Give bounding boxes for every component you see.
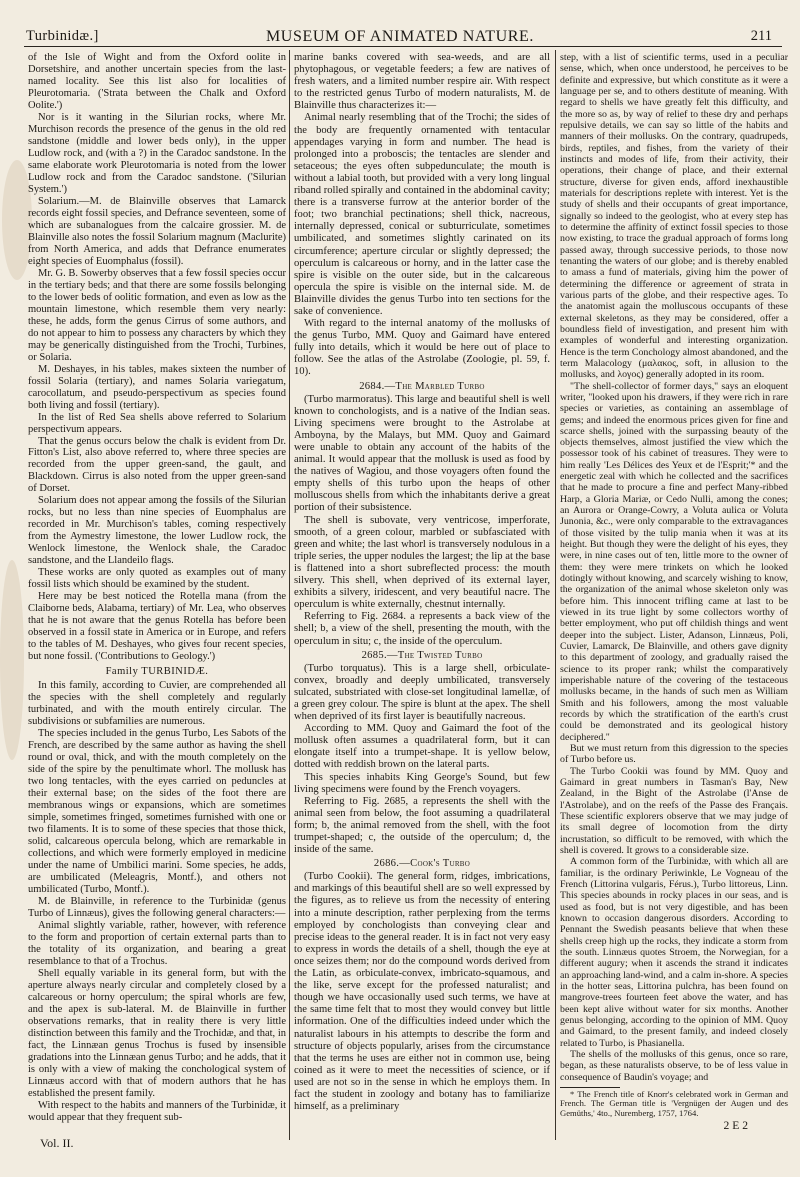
paragraph: But we must return from this digression to the species of Turbo before us. [560, 743, 788, 766]
paragraph: (Turbo Cookii). The general form, ridges, imbrications, and markings of this beautiful shell are so well expressed by the figures, as to relieve us from the necessity of entering into a minute description, rather perplexing from the terms employed by conchologists than conveying clear and precise ideas to the general reader. It is in fact not very easy to express in words the details of a shell, though the eye at once seizes them; nor do the compound words derived from the Latin, as orbiculate-convex, imbricato-squamous, and the like, serve except for the professed naturalist; and though we have occasionally used such terms, we have at the same time felt that to most they would convey but little information. One of the difficulties indeed under which the naturalist labours in his attempts to describe the form and structure of objects popularly, arises from the circumstance that the terms he uses are either not in common use, being coined as it were to meet the necessities of science, or if used are not so in the sense in which he employs them. In fact the student in zoology and botany has to familiarize himself, as a preliminary [294, 871, 550, 1113]
paragraph: M. Deshayes, in his tables, makes sixteen the number of fossil Solaria (tertiary), and names Solaria variegatum, carocollatum, and pseudo-perspectivum as species found both living and fossil (tertiary). [28, 363, 286, 411]
page-number: 211 [750, 28, 772, 44]
paragraph: The Turbo Cookii was found by MM. Quoy and Gaimard in great numbers in Tasman's Bay, New Zealand, in the Bight of the Astrolabe (l'Anse de l'Astrolabe), and on the reefs of the Passe des Français. These scientific explorers observe that we may judge of its small degree of locomotion from the dirty incrustation, so difficult to be removed, with which the shell is covered. It grows to a considerable size. [560, 765, 788, 856]
paragraph: A common form of the Turbinidæ, with which all are familiar, is the ordinary Periwinkle, Le Vogneau of the French (Littorina vulgaris, Férus.), Turbo littoreus, Linn. This species abounds in rocky places in our seas, and is used as food, but is not very digestible, and has been known to occasion dangerous disorders. According to Pennant the Swedish peasants believe that when these shells creep high up the rocks, they indicate a storm from the south. Linnæus quotes Stroem, the Norwegian, for a different augury; when it ascends the strand it indicates an approaching land-wind, and a calm in-shore. A species in the hotter seas, Littorina pulchra, has been found on mangrove-trees fourteen feet above the water, and has been kept alive without water for six months. Another genus belonging, according to the opinion of MM. Quoy and Gaimard, to the present family, and indeed closely related to Turbo, is Phasianella. [560, 856, 788, 1049]
paragraph: The shells of the mollusks of this genus, once so rare, began, as these naturalists observe, to be of less value in consequence of Baudin's voyage; and [560, 1048, 788, 1083]
column-divider [555, 50, 556, 1140]
column-left [28, 52, 286, 1132]
paper-stain [0, 560, 24, 760]
paragraph: These works are only quoted as examples out of many fossil lists which should be examined by the student. [28, 567, 286, 591]
paragraph: marine banks covered with sea-weeds, and are all phytophagous, or vegetable feeders; a few are natives of fresh waters, and a limited number respire air. With respect to the restricted genus Turbo of modern naturalists, M. de Blainville thus characterizes it:— [294, 52, 550, 112]
paragraph: With respect to the habits and manners of the Turbinidæ, it would appear that they frequent sub- [28, 1099, 286, 1123]
header-rule [24, 46, 782, 47]
footnote: * The French title of Knorr's celebrated work in German and French. The German title is 'Vergnügen der Augen und des Gemüths,' 4to., Nuremberg, 1757, 1764. [560, 1088, 788, 1119]
column-middle [294, 52, 550, 1132]
paragraph: Animal slightly variable, rather, however, with reference to the form and proportion of certain external parts than to the totality of its organization, and bearing a great resemblance to that of a Trochus. [28, 919, 286, 967]
paragraph: Animal nearly resembling that of the Trochi; the sides of the body are frequently ornamented with tentacular appendages varying in form and number. The head is prolonged into a proboscis; the tentacles are slender and setaceous; the eyes often subpedunculate; the mouth is without a labial tooth, but provided with a very long lingual riband rolled spirally and contained in the abdominal cavity; there is a transverse furrow at the anterior border of the foot; two branchial pectinations; shell thick, nacreous, internally depressed, conical or subturriculate, sometimes umbilicated, and sometimes slightly carinated on its circumference; aperture circular or slightly depressed; the operculum is calcareous or horny, and in the latter case the spire is visible on the outer side, but in the calcareous opercula the spire is visible on the internal side. M. de Blainville divides the genus Turbo into ten sections for the sake of convenience. [294, 112, 550, 317]
printer-signature: 2 E 2 [723, 1118, 748, 1132]
family-heading: Family TURBINIDÆ. [105, 666, 209, 678]
section-title: Turbinidæ.] [26, 28, 99, 44]
book-title: MUSEUM OF ANIMATED NATURE. [265, 28, 535, 45]
paragraph: This species inhabits King George's Sound, but few living specimens were found by the French voyagers. [294, 771, 550, 795]
paragraph: Solarium.—M. de Blainville observes that Lamarck records eight fossil species, and Defrance seventeen, some of which are subanalogues from the calcaire grossier. M. de Blainville also notes the fossil Solarium magnum (Macluritе) from North America, and adds that Defrance enumerates eight species of Euomphalus (fossil). [28, 195, 286, 267]
paragraph: Here may be best noticed the Rotella mana (from the Claiborne beds, Alabama, tertiary) of Mr. Lea, who observes that he is not aware that the genus Rotella has before been observed in a fossil state in America or in Europe, and refers to the tables of M. Deshayes, who gives four recent species, but none fossil. ('Contributions to Geology.') [28, 591, 286, 663]
paragraph: "The shell-collector of former days," says an eloquent writer, "looked upon his drawers, if they were rich in rare species or varieties, as containing an assemblage of gems; and indeed the enormous prices given for fine and scarce shells, joined with the surpassing beauty of the objects themselves, almost justified the view which the possessor took of his cabinet of treasures. They were to him really 'Les Délices des Yeux et de l'Esprit;'* and the energetic zeal with which he collected and the sacrifices that he made to procure a fine and perfect Many-ribbed Harp, a Gloria Mariæ, or Cedo Nulli, among the cones; an Aurora or Orange-Cowry, a Voluta aulica or Voluta Junonia, &c., were only comparable to the extravagances of those visited by the tulip mania when it was at its height. But though they were the delight of his eyes, they were, in nine cases out of ten, little more to the owner of them: they were mere trinkets on which he looked dotingly without knowing, and scarcely wishing to know, the organization of the animal whose skeleton only was before him. This innocent trifling came at last to be viewed in its true light by some collectors worthy of better employment, who put off childish things and went deeper into the subject. Lister, Adanson, Linnæus, Poli, Cuvier, Lamarck, De Blainville, and others gave dignity to this department of zoology, and gradually raised the science to its proper rank; whilst the comparatively imperishable nature of the covering of the testaceous mollusks became, in the hands of such men as William Smith and his followers, among the most valuable records by which the stratification of the earth's crust could be demonstrated and its geological history deciphered." [560, 380, 788, 743]
paragraph: In this family, according to Cuvier, are comprehended all the species with the shell completely and regularly turbinated, and with the mouth entirely circular. The subdivisions or subfamilies are numerous. [28, 680, 286, 728]
paragraph: Referring to Fig. 2684. a represents a back view of the shell; b, a view of the shell, presenting the mouth, with the operculum in situ; c, the inside of the operculum. [294, 611, 550, 647]
paragraph: Shell equally variable in its general form, but with the aperture always nearly circular and completely closed by a calcareous or horny operculum; the spiral whorls are few, and the apex is sub-lateral. M. de Blainville in further observations remarks, that in reality there is very little distinction between this family and the Trochidæ, and that, in fact, the Linnæan genus Trochus is fused by insensible gradations into the Linnæan genus Turbo; and he adds, that it is only with a view of making the conchological system of Linnæus accord with that of modern authors that he has established the present family. [28, 967, 286, 1099]
column-divider [289, 50, 290, 1140]
section-heading: 2684.—The Marbled Turbo [359, 380, 485, 392]
paragraph: The species included in the genus Turbo, Les Sabots of the French, are described by the same author as having the shell round or oval, thick, and with the mouth completely on the side of the spire by the penultimate whorl. The mollusk has two long tentacles, with the eyes carried on peduncles at their external base; on the sides of the foot there are membranous wings or expansions, which are sometimes simple, sometimes fringed, sometimes furnished with one or two filaments. It is to some of these species that those thick, solid, calcareous opercula belong, which are remarkable in collections, and which were formerly employed in medicine under the name of Umbilici marini. Some species, he adds, are umbilicated (Meleagris, Montf.), and others not umbilicated (Turbo, Montf.). [28, 728, 286, 895]
section-heading: 2685.—The Twisted Turbo [361, 649, 483, 661]
paragraph: Nor is it wanting in the Silurian rocks, where Mr. Murchison records the presence of the genus in the old red sandstone (middle and lower beds only), in the upper Ludlow rock, and (with a ?) in the Caradoc sandstone. In the same elaborate work Pleurotomaria is noted from the lower Ludlow rock and from the Caradoc sandstone. ('Silurian System.') [28, 111, 286, 195]
paragraph: Referring to Fig. 2685, a represents the shell with the animal seen from below, the foot assuming a quadrilateral form; b, the animal removed from the shell, with the foot trumpet-shaped; c, the outside of the operculum; d, the inside of the same. [294, 795, 550, 856]
paragraph: (Turbo marmoratus). This large and beautiful shell is well known to conchologists, and is a native of the Indian seas. Living specimens were brought to the Astrolabe at Amboyna, by the Malays, but MM. Quoy and Gaimard were unable to obtain any account of the habits of the animal. It would appear that the mollusk is used as food by the natives of Wagiou, and those voyagers often found the empty shells of this turbo upon the heaps of other molluscous shells from which the inhabitants derive a great portion of their subsistence. [294, 393, 550, 514]
paragraph: The shell is subovate, very ventricose, imperforate, smooth, of a green colour, marbled or subfasciated with green and white; the last whorl is transversely nodulous in a triple series, the upper nodules the largest; the lip at the base is flattened into a short subreflected process: the mouth silvery. This shell, when deprived of its external layer, exhibits a silvery, iridescent, and very beautiful nacre. The operculum is white externally, chestnut internally. [294, 514, 550, 611]
section-heading: 2686.—Cook's Turbo [373, 858, 471, 870]
paragraph: Mr. G. B. Sowerby observes that a few fossil species occur in the tertiary beds; and that there are some fossils belonging to the lower beds of oolitic formation, and even as low as the mountain limestone, which resemble them very nearly: these, he adds, form the genus Cirrus of some authors, and do not appear to him to possess any characters by which they may be generically distinguished from the Trochi, Turbines, or Solaria. [28, 267, 286, 363]
paragraph: (Turbo torquatus). This is a large shell, orbiculate-convex, broadly and deeply umbilicated, transversely sulcated, substriated with close-set longitudinal lamellæ, of a green grey colour. The spire is blunt at the apex. The shell when deprived of its first layer is beautifully nacreous. [294, 662, 550, 723]
paragraph: M. de Blainville, in reference to the Turbinidæ (genus Turbo of Linnæus), gives the following general characters:— [28, 895, 286, 919]
footnote-rule [560, 1087, 620, 1088]
volume-label: Vol. II. [40, 1136, 74, 1150]
paragraph: of the Isle of Wight and from the Oxford oolite in Dorsetshire, and another uncertain species from the last-named locality. See this list also for localities of Pleurotomaria. ('Strata between the Chalk and Oxford Oolite.') [28, 52, 286, 111]
column-right [560, 52, 788, 1132]
paragraph: According to MM. Quoy and Gaimard the foot of the mollusk often assumes a quadrilateral form, but it can elongate itself into a trumpet-shape. It is yellow below, dotted with reddish brown on the lateral parts. [294, 723, 550, 771]
paragraph: That the genus occurs below the chalk is evident from Dr. Fitton's List, also above referred to, where three species are recorded from the upper green-sand, the gault, and Blackdown. Cirrus is also noted from the upper green-sand of Dorset. [28, 435, 286, 495]
paragraph: Solarium does not appear among the fossils of the Silurian rocks, but no less than nine species of Euomphalus are recorded in Mr. Murchison's tables, coming respectively from the Aymestry limestone, the lower Ludlow rock, the Wenlock limestone, the Wenlock shale, the Caradoc sandstone, and the Llandeilo flags. [28, 495, 286, 567]
paragraph: In the list of Red Sea shells above referred to Solarium perspectivum appears. [28, 411, 286, 435]
paragraph: With regard to the internal anatomy of the mollusks of the genus Turbo, MM. Quoy and Gaimard have entered fully into details, which it would be here out of place to follow. See the atlas of the Astrolabe (Zoologie, pl. 59, f. 10). [294, 318, 550, 378]
paragraph: step, with a list of scientific terms, used in a peculiar sense, which, when once understood, he perceives to be definite and expressive, but which constitute as it were a language per se, and to others destitute of meaning. With regard to shells we have greatly felt this difficulty, and the more so as, by way of relief to these dry and perhaps repulsive details, we can say so little of the habits and manners of their mollusks. On the contrary, quadrupeds, birds, reptiles, and fishes, from the variety of their instincts and modes of life, from their activity, their operations, their change of place, and their external structure, diverse for given ends, afford inexhaustible materials for descriptions replete with interest. Yet is the study of shells and their occupants of great importance, signally so indeed to the geologist, who at every step has to determine the affinity of extinct fossil species to those now existing, to trace the gradual approach of forms long passed away, through successive periods, to those now tenanting the waters of our globe; and is thereby enabled to amass a fund of materials, giving him the power of determining the difference or agreement of strata in various parts of the globe, and their respective ages. To the anatomist again the molluscous occupants of these external skeletons, as they may be considered, offer a boundless field of investigation, and present him with examples of wonderful and interesting organization. Hence is the term Conchology almost abandoned, and the term Malacology (μαλακος, soft, in allusion to the mollusks, and λογος) generally adopted in its room. [560, 52, 788, 381]
